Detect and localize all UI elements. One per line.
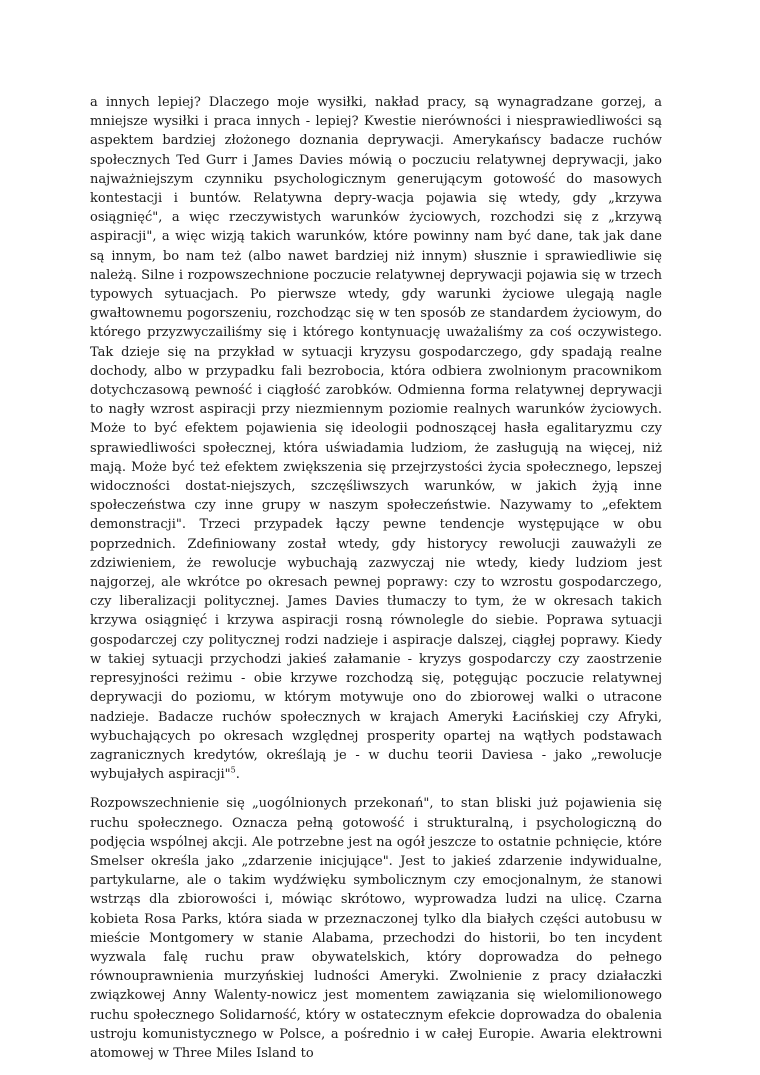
- paragraph-text: a innych lepiej? Dlaczego moje wysiłki, nakład pracy, są wynagradzane gorzej, a mniejsze wysiłki i praca innych - lepiej? Kwestie nierówności i niesprawiedliwości są aspektem bardziej złożonego doznania deprywacji. Amerykańscy badacze ruchów społecznych Ted Gurr i James Davies mówią o poczuciu relatywnej deprywacji, jako najważniejszym czynniku psychologicznym generującym gotowość do masowych kontestacji i buntów. Relatywna depry-wacja pojawia się wtedy, gdy „krzywa osiągnięć", a więc rzeczywistych warunków życiowych, rozchodzi się z „krzywą aspiracji", a więc wizją takich warunków, które powinny nam być dane, tak jak dane są innym, bo nam też (albo nawet bardziej niż innym) słusznie i sprawiedliwie się należą. Silne i rozpowszechnione poczucie relatywnej deprywacji pojawia się w trzech typowych sytuacjach. Po pierwsze wtedy, gdy warunki życiowe ulegają nagle gwałtownemu pogorszeniu, rozchodząc się w ten sposób ze standardem życiowym, do którego przyzwyczailiśmy się i którego kontynuację uważaliśmy za coś oczywistego. Tak dzieje się na przykład w sytuacji kryzysu gospodarczego, gdy spadają realne dochody, albo w przypadku fali bezrobocia, która odbiera zwolnionym pracownikom dotychczasową pewność i ciągłość zarobków. Odmienna forma relatywnej deprywacji to nagły wzrost aspiracji przy niezmiennym poziomie realnych warunków życiowych. Może to być efektem pojawienia się ideologii podnoszącej hasła egalitaryzmu czy sprawiedliwości społecznej, która uświadamia ludziom, że zasługują na więcej, niż mają. Może być też efektem zwiększenia się przejrzystości życia społecznego, lepszej widoczności dostat-niejszych, szczęśliwszych warunków, w jakich żyją inne społeczeństwa czy inne grupy w naszym społeczeństwie. Nazywamy to „efektem demonstracji". Trzeci przypadek łączy pewne tendencje występujące w obu poprzednich. Zdefiniowany został wtedy, gdy historycy rewolucji zauważyli ze zdziwieniem, że rewolucje wybuchają zazwyczaj nie wtedy, kiedy ludziom jest najgorzej, ale wkrótce po okresach pewnej poprawy: czy to wzrostu gospodarczego, czy liberalizacji politycznej. James Davies tłumaczy to tym, że w okresach takich krzywa osiągnięć i krzywa aspiracji rosną równolegle do siebie. Poprawa sytuacji gospodarczej czy politycznej rodzi nadzieje i aspiracje dalszej, ciągłej poprawy. Kiedy w takiej sytuacji przychodzi jakieś załamanie - kryzys gospodarczy czy zaostrzenie represyjności reżimu - obie krzywe rozchodzą się, potęgując poczucie relatywnej deprywacji do poziomu, w którym motywuje ono do zbiorowej walki o utracone nadzieje. Badacze ruchów społecznych w krajach Ameryki Łacińskiej czy Afryki, wybuchających po okresach względnej prosperity opartej na wątłych podstawach zagranicznych kredytów, określają je - w duchu teorii Daviesa - jako „rewolucje wybujałych aspiracji": [90, 95, 662, 783]
- sentence-end-period: .: [235, 767, 240, 783]
- document-body: [90, 93, 662, 1063]
- paragraph-text: Rozpowszechnienie się „uogólnionych przekonań", to stan bliski już pojawienia się ruchu społecznego. Oznacza pełną gotowość i strukturalną, i psychologiczną do podjęcia wspólnej akcji. Ale potrzebne jest na ogół jeszcze to ostatnie pchnięcie, które Smelser określa jako „zdarzenie inicjujące". Jest to jakieś zdarzenie indywidualne, partykularne, ale o takim wydźwięku symbolicznym czy emocjonalnym, że stanowi wstrząs dla zbiorowości i, mówiąc skrótowo, wyprowadza ludzi na ulicę. Czarna kobieta Rosa Parks, która siada w przeznaczonej tylko dla białych części autobusu w mieście Montgomery w stanie Alabama, przechodzi do historii, bo ten incydent wyzwala falę ruchu praw obywatelskich, który doprowadza do pełnego równouprawnienia murzyńskiej ludności Ameryki. Zwolnienie z pracy działaczki związkowej Anny Walenty-nowicz jest momentem zawiązania się wielomilionowego ruchu społecznego Solidarność, który w ostatecznym efekcie doprowadza do obalenia ustroju komunistycznego w Polsce, a pośrednio i w całej Europie. Awaria elektrowni atomowej w Three Miles Island to: [90, 796, 662, 1061]
- paragraph-initiating-event: [90, 794, 662, 1063]
- paragraph-relative-deprivation: [90, 93, 662, 784]
- footnote-marker: 5: [230, 765, 236, 775]
